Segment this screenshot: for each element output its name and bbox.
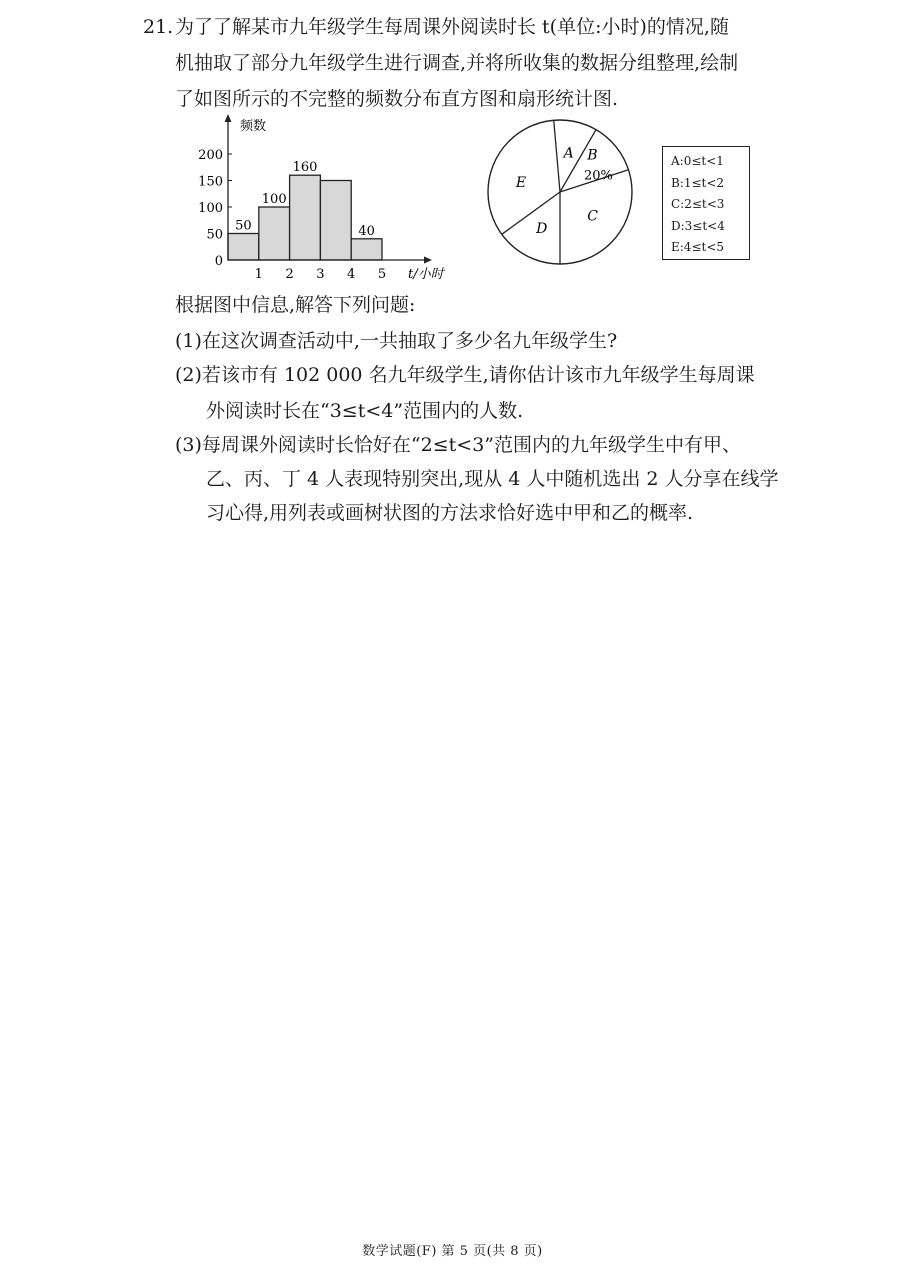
figures (190, 112, 660, 282)
histogram-x-tick-label-2: 3 (316, 267, 325, 282)
pie-chart (488, 120, 632, 264)
pie-slice-label-e: E (515, 174, 527, 191)
legend-entry-a: A:0≤t<1 (671, 154, 724, 168)
histogram-x-axis-label: t/小时 (408, 267, 444, 282)
histogram-x-tick-label-0: 1 (254, 267, 263, 282)
question-number: 21. (143, 16, 174, 38)
histogram-x-tick-label-4: 5 (377, 267, 387, 282)
histogram-x-tick-label-3: 4 (347, 267, 356, 282)
pie-slice-annotation-b: 20% (584, 168, 613, 184)
histogram-bar-1 (228, 234, 259, 261)
sub-question-3-line-2: 乙、丙、丁 4 人表现特别突出,现从 4 人中随机选出 2 人分享在线学 (206, 468, 779, 490)
pie-slice-label-a: A (563, 145, 574, 162)
sub-question-3-line-3: 习心得,用列表或画树状图的方法求恰好选中甲和乙的概率. (206, 502, 694, 524)
histogram-data-label-1: 50 (235, 218, 252, 234)
legend-entry-b: B:1≤t<2 (671, 175, 725, 190)
sub-question-2-line-2: 外阅读时长在“3≤t<4”范围内的人数. (206, 400, 524, 422)
histogram-bar-2 (259, 207, 290, 260)
sub-question-3-line-1: (3)每周课外阅读时长恰好在“2≤t<3”范围内的九年级学生中有甲、 (175, 434, 741, 456)
histogram-data-label-3: 160 (292, 160, 318, 176)
intro-line-3: 了如图所示的不完整的频数分布直方图和扇形统计图. (175, 88, 619, 110)
legend-entry-d: D:3≤t<4 (671, 218, 725, 233)
legend-entry-c: C:2≤t<3 (671, 197, 725, 211)
pie-slice-label-b: B (587, 147, 598, 164)
legend-entry-e: E:4≤t<5 (671, 240, 725, 254)
histogram-x-tick-label-1: 2 (285, 267, 294, 282)
histogram-y-tick-label-0: 0 (214, 254, 223, 269)
histogram-bar-3 (290, 175, 321, 260)
histogram-y-axis-arrow (225, 114, 232, 122)
page-footer: 数学试题(F) 第 5 页(共 8 页) (362, 1244, 543, 1259)
intro-line-2: 机抽取了部分九年级学生进行调查,并将所收集的数据分组整理,绘制 (175, 52, 739, 74)
pie-slice-label-c: C (587, 208, 598, 225)
histogram-y-tick-label-1: 50 (206, 227, 223, 243)
histogram-data-label-5: 40 (358, 223, 375, 239)
histogram-bar-5 (351, 239, 382, 260)
histogram-y-axis-label: 频数 (240, 119, 267, 134)
lead-text: 根据图中信息,解答下列问题: (175, 294, 416, 316)
intro-line-1: 为了了解某市九年级学生每周课外阅读时长 t(单位:小时)的情况,随 (175, 16, 729, 38)
sub-question-2-line-1: (2)若该市有 102 000 名九年级学生,请你估计该市九年级学生每周课 (175, 364, 755, 386)
histogram-data-label-2: 100 (261, 192, 287, 207)
pie-slice-label-d: D (536, 220, 548, 237)
pie-legend (662, 146, 750, 260)
histogram-y-tick-label-3: 150 (198, 174, 223, 190)
histogram (198, 114, 445, 282)
histogram-y-tick-label-4: 200 (198, 148, 223, 163)
sub-question-1: (1)在这次调查活动中,一共抽取了多少名九年级学生? (175, 330, 618, 352)
histogram-bar-4 (320, 181, 351, 261)
histogram-y-tick-label-2: 100 (198, 201, 223, 216)
histogram-x-axis-arrow (424, 257, 432, 264)
